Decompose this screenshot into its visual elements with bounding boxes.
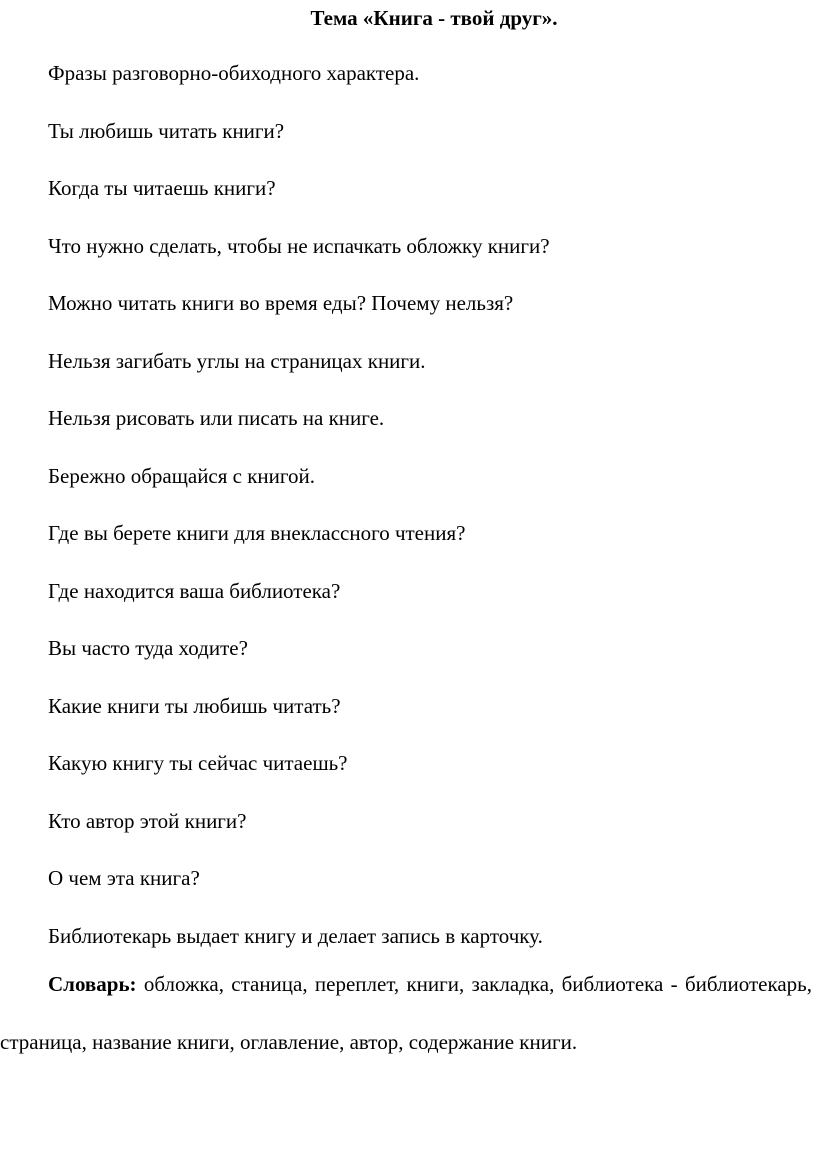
phrase-line: Какие книги ты любишь читать? [48,693,341,718]
phrase-line: Нельзя рисовать или писать на книге. [48,406,385,430]
vocabulary-paragraph [0,956,812,1071]
phrase-line: Библиотекарь выдает книгу и делает запись в карточку. [48,923,543,948]
phrase-line: Вы часто туда ходите? [48,636,248,660]
phrase-line: Бережно обращайся с книгой. [48,463,315,488]
phrase-line: Когда ты читаешь книги? [48,176,276,200]
vocabulary-text: обложка, станица, переплет, книги, закладка, библиотека - библиотекарь, страница, название книги, оглавление, автор, содержание книги. [0,972,813,1054]
phrase-line: Где находится ваша библиотека? [48,578,341,603]
phrase-line: Какую книгу ты сейчас читаешь? [48,751,348,775]
phrase-line: Ты любишь читать книги? [48,118,285,143]
phrase-list [48,56,812,976]
phrase-line: Где вы берете книги для внеклассного чтения? [48,521,466,545]
vocabulary-label: Словарь: [48,972,137,996]
phrase-line: О чем эта книга? [48,866,200,890]
phrase-line: Что нужно сделать, чтобы не испачкать обложку книги? [48,233,550,258]
phrase-line: Кто автор этой книги? [48,808,247,833]
phrase-line: Нельзя загибать углы на страницах книги. [48,348,426,373]
document-title: Тема «Книга - твой друг». [310,6,558,30]
phrase-line: Можно читать книги во время еды? Почему нельзя? [48,291,514,315]
phrase-line: Фразы разговорно-обиходного характера. [48,61,420,85]
